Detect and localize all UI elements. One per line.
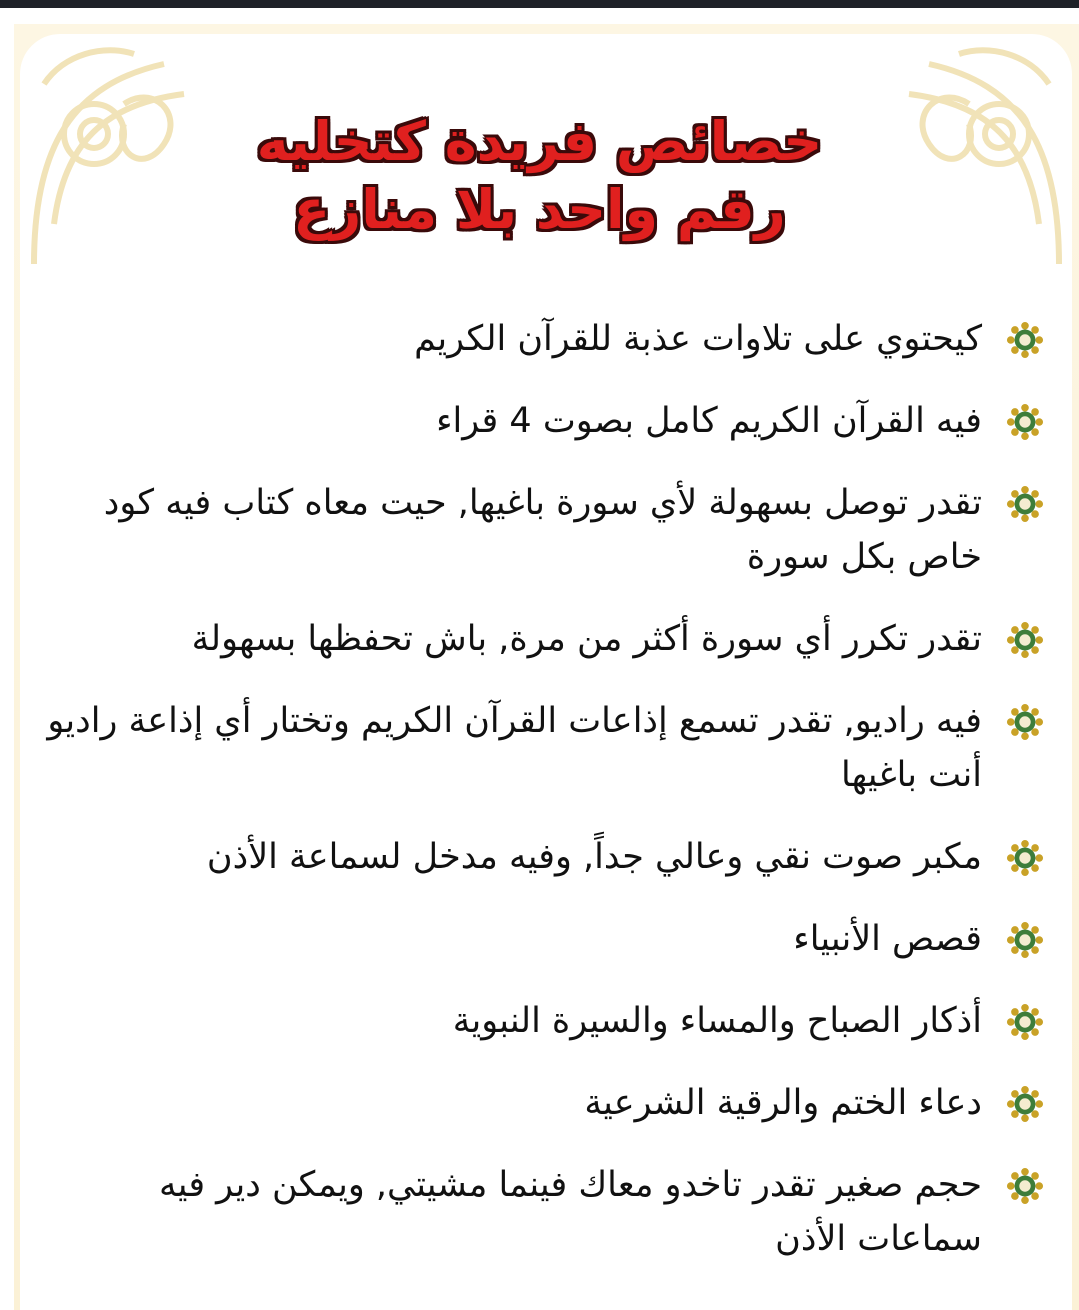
ornamental-rosette-icon [1006,1167,1044,1205]
feature-text: قصص الأنبياء [793,919,982,959]
ornamental-rosette-icon [1006,1003,1044,1041]
feature-text: مكبر صوت نقي وعالي جداً, وفيه مدخل لسماعة الأذن [206,837,982,877]
feature-item [40,476,1050,584]
feature-text: كيحتوي على تلاوات عذبة للقرآن الكريم [414,319,982,359]
ornamental-rosette-icon [1006,1085,1044,1123]
ornamental-rosette-icon [1006,921,1044,959]
feature-text: تقدر توصل بسهولة لأي سورة باغيها, حيت معاه كتاب فيه كود خاص بكل سورة [103,483,982,577]
ornamental-rosette-icon [1006,839,1044,877]
title-line-1: خصائص فريدة كتخليه [256,110,823,173]
feature-item [40,830,1050,884]
feature-item [40,694,1050,802]
title-line-2: رقم واحد بلا منازع [293,178,786,241]
feature-text: دعاء الختم والرقية الشرعية [584,1083,982,1123]
ornamental-rosette-icon [1006,621,1044,659]
feature-item [40,1158,1050,1266]
feature-item [40,394,1050,448]
feature-text: تقدر تكرر أي سورة أكثر من مرة, باش تحفظها بسهولة [191,619,982,659]
feature-text: فيه راديو, تقدر تسمع إذاعات القرآن الكريم وتختار أي إذاعة راديو أنت باغيها [47,701,982,795]
ornamental-rosette-icon [1006,403,1044,441]
feature-item [40,912,1050,966]
feature-item [40,1076,1050,1130]
feature-item [40,994,1050,1048]
feature-text: فيه القرآن الكريم كامل بصوت 4 قراء [436,401,982,441]
feature-list [40,312,1050,1294]
ornamental-rosette-icon [1006,321,1044,359]
ornamental-rosette-icon [1006,703,1044,741]
feature-item [40,612,1050,666]
feature-text: أذكار الصباح والمساء والسيرة النبوية [452,1001,982,1041]
feature-text: حجم صغير تقدر تاخدو معاك فينما مشيتي, ويمكن دير فيه سماعات الأذن [159,1165,982,1259]
title-block [0,108,1079,244]
ornamental-rosette-icon [1006,485,1044,523]
top-bar [0,0,1079,8]
feature-item [40,312,1050,366]
